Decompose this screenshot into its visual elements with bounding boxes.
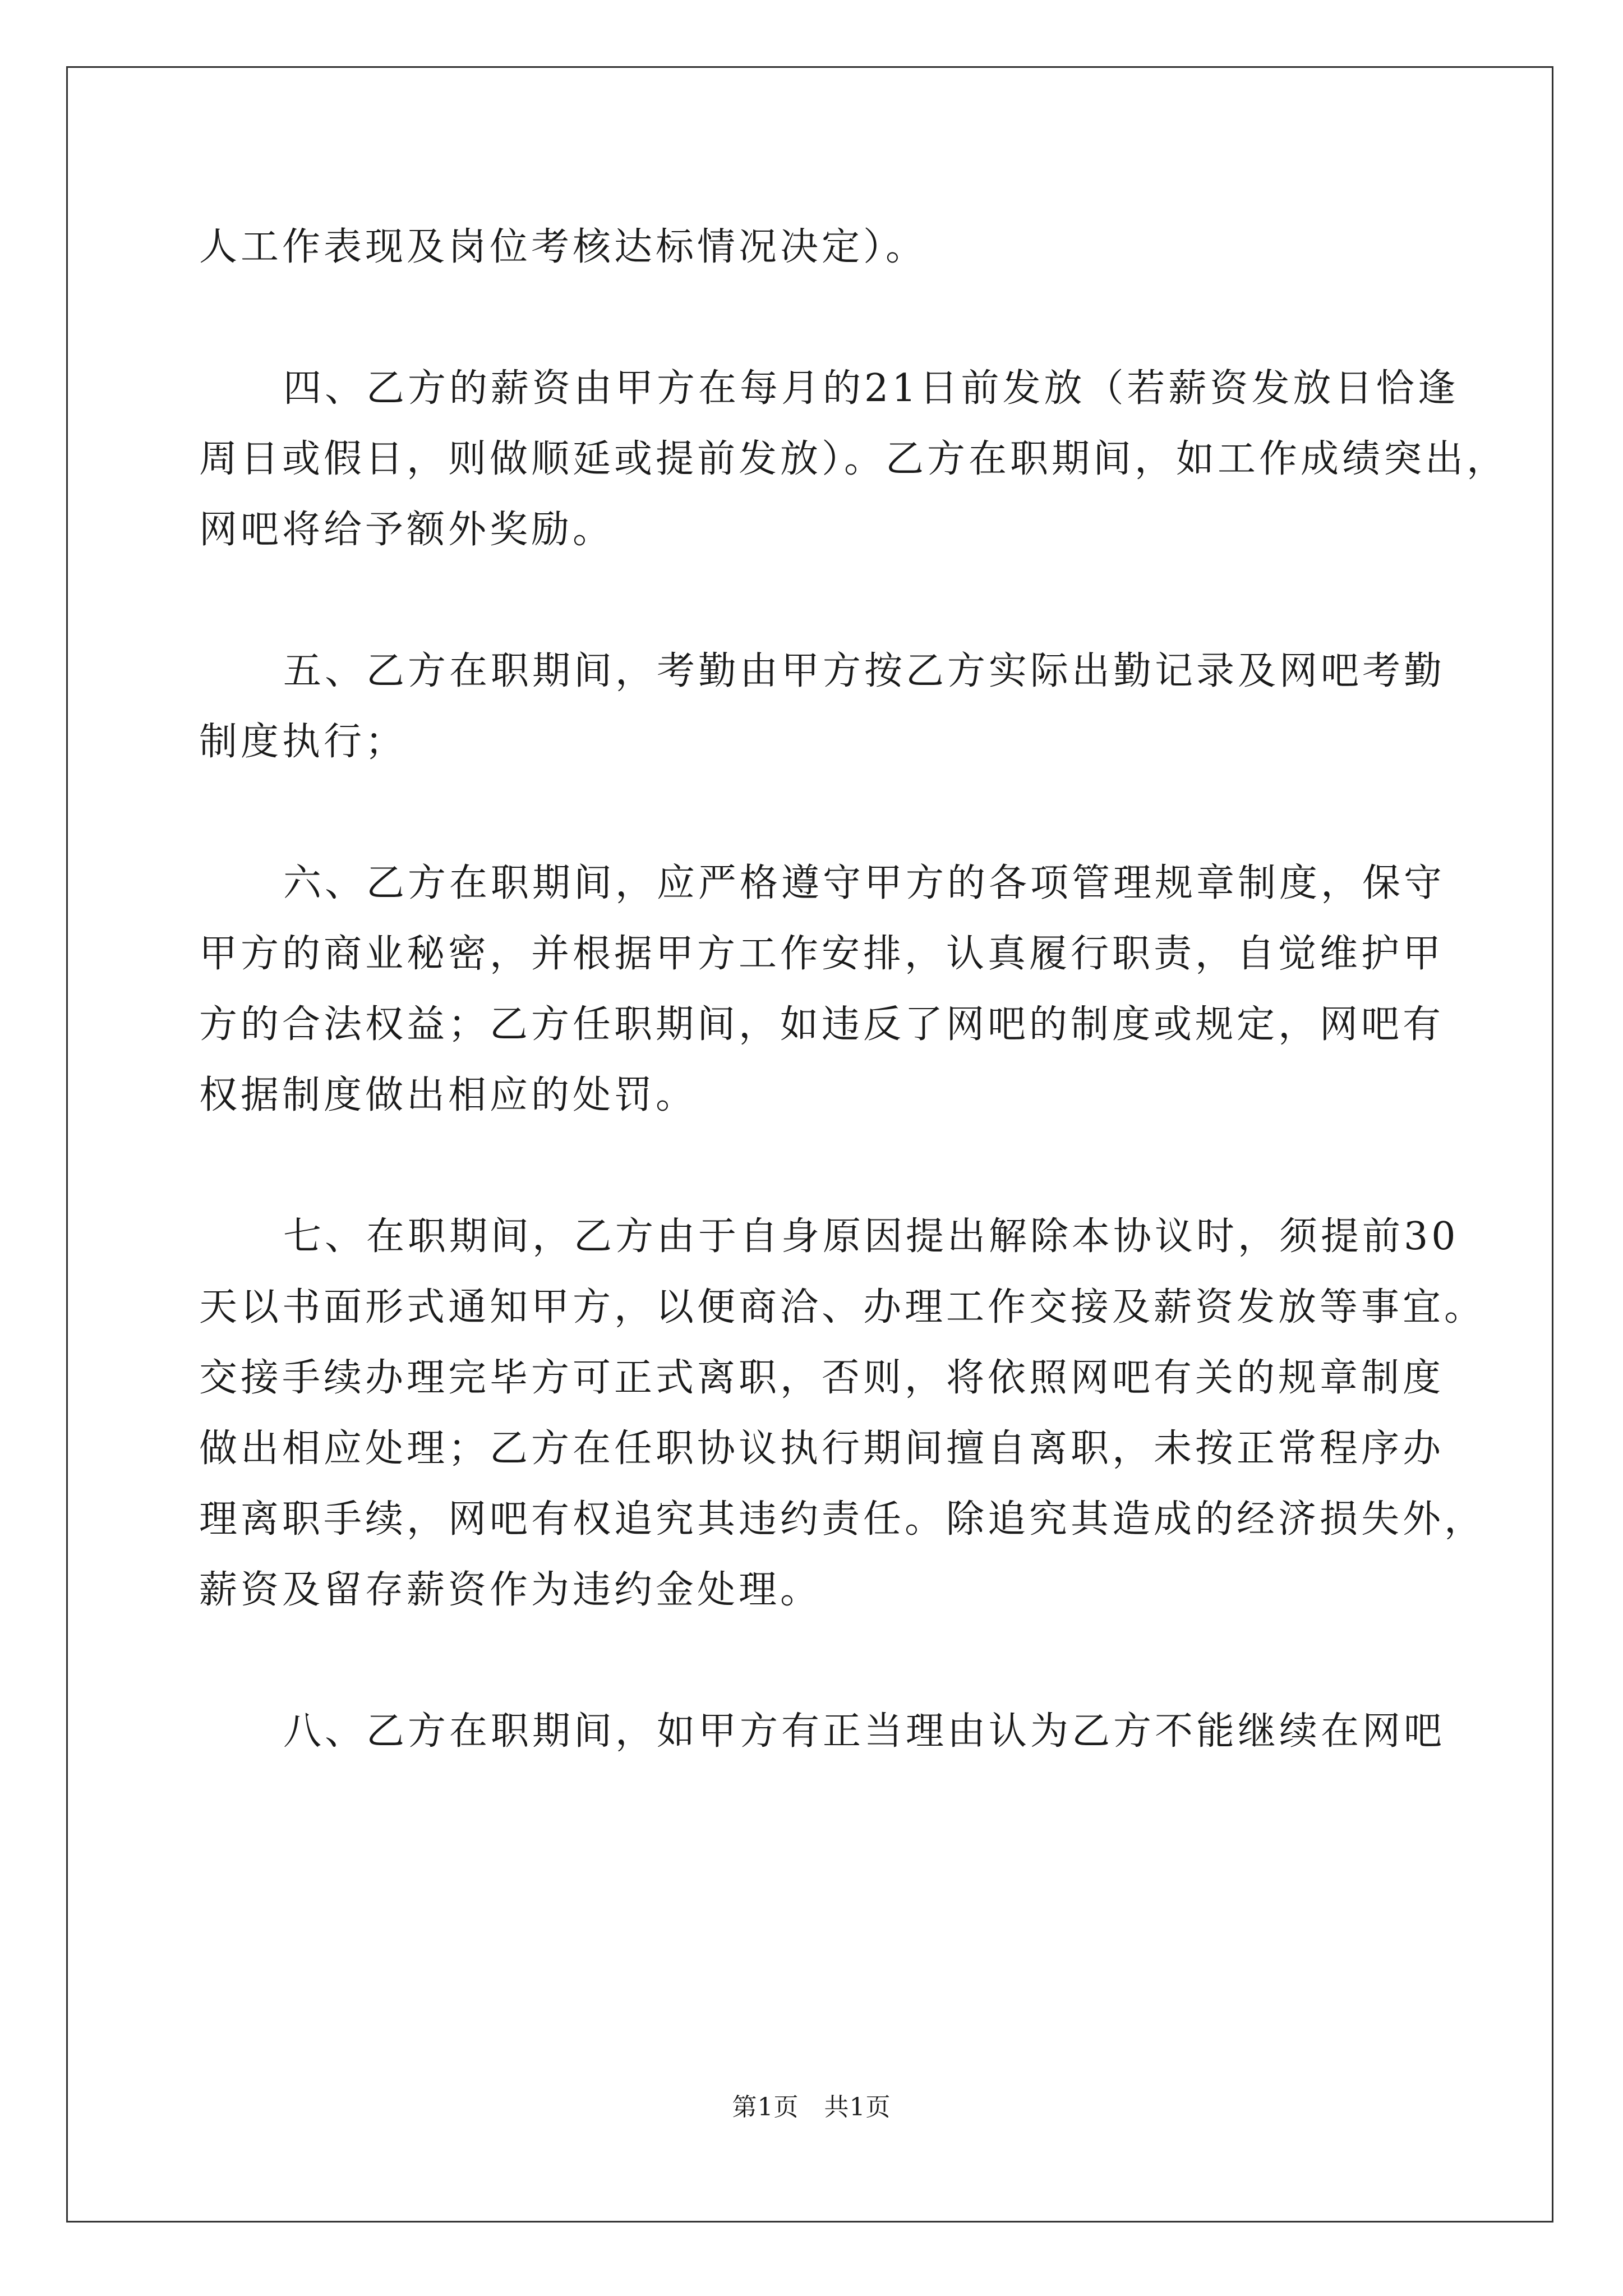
page-number-footer: 第1页 共1页 [732,2093,891,2122]
document-body [199,212,1509,1767]
paragraph-first-line: 六、乙方在职期间，应严格遵守甲方的各项管理规章制度，保守 [283,861,1446,905]
paragraph-line: 交接手续办理完毕方可正式离职，否则，将依照网吧有关的规章制度 [199,1356,1445,1400]
paragraph-first-line: 五、乙方在职期间，考勤由甲方按乙方实际出勤记录及网吧考勤 [283,649,1446,693]
paragraph-line: 周日或假日，则做顺延或提前发放）。乙方在职期间，如工作成绩突出， [199,437,1509,481]
paragraph-first-line: 四、乙方的薪资由甲方在每月的21日前发放（若薪资发放日恰逢 [283,366,1459,411]
paragraph-line: 方的合法权益；乙方任职期间，如违反了网吧的制度或规定，网吧有 [199,1002,1445,1047]
paragraph-line: 人工作表现及岗位考核达标情况决定）。 [199,225,928,269]
paragraph-line: 理离职手续，网吧有权追究其违约责任。除追究其造成的经济损失外， [199,1497,1486,1542]
paragraph-line: 天以书面形式通知甲方，以便商洽、办理工作交接及薪资发放等事宜。 [199,1285,1486,1329]
paragraph-first-line: 七、在职期间，乙方由于自身原因提出解除本协议时，须提前30 [283,1214,1459,1259]
paragraph-line: 薪资及留存薪资作为违约金处理。 [199,1568,822,1612]
paragraph-first-line: 八、乙方在职期间，如甲方有正当理由认为乙方不能继续在网吧 [283,1709,1446,1754]
paragraph-line: 做出相应处理；乙方在任职协议执行期间擅自离职，未按正常程序办 [199,1427,1445,1471]
paragraph-line: 甲方的商业秘密，并根据甲方工作安排，认真履行职责，自觉维护甲 [199,932,1445,976]
paragraph-line: 权据制度做出相应的处罚。 [199,1073,698,1117]
paragraph-line: 网吧将给予额外奖励。 [199,508,615,552]
paragraph-line: 制度执行； [199,720,407,764]
